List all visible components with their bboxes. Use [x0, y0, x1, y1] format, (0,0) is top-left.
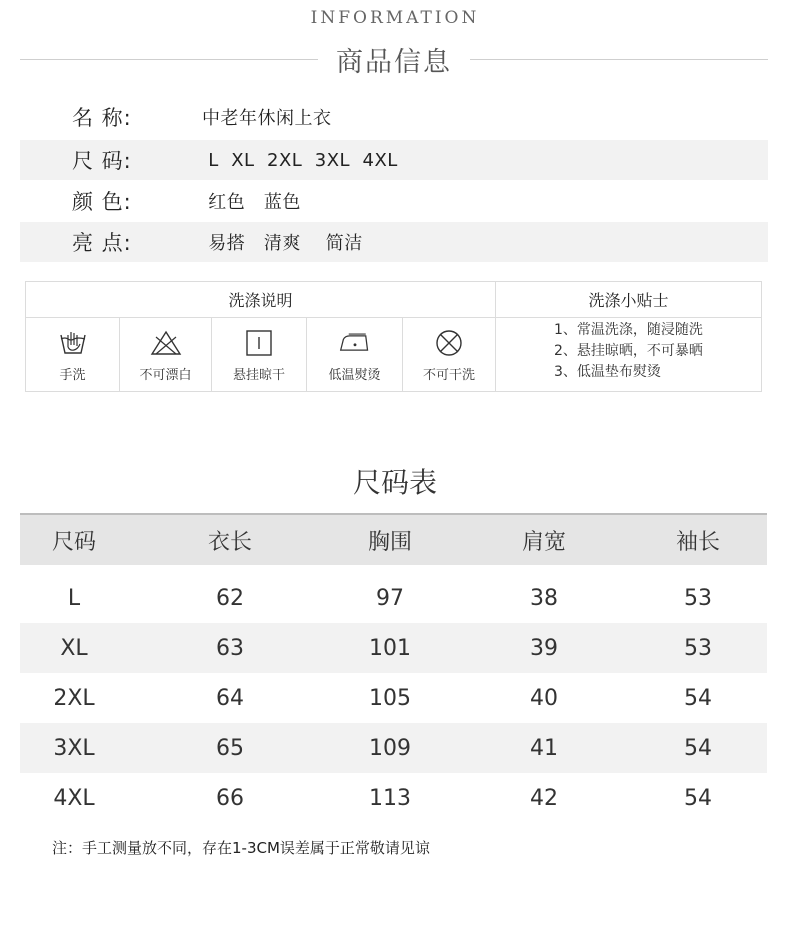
- wash-item: [26, 318, 120, 391]
- table-cell: XL: [60, 635, 88, 661]
- table-cell: 65: [216, 735, 244, 761]
- table-cell: 66: [216, 785, 244, 811]
- table-row: [20, 623, 767, 673]
- info-row-color: [20, 181, 768, 221]
- table-cell: 97: [376, 585, 404, 611]
- table-cell: 39: [530, 635, 558, 661]
- table-row: [20, 673, 767, 723]
- info-value: 易搭 清爽 简洁: [202, 233, 363, 254]
- table-cell: 53: [684, 635, 712, 661]
- wash-item: [120, 318, 212, 391]
- table-row: [20, 773, 767, 823]
- info-label: 颜 色:: [72, 190, 132, 214]
- info-label: 亮 点:: [72, 231, 132, 255]
- size-table: [20, 513, 767, 823]
- table-cell: 4XL: [53, 785, 95, 811]
- column-header: 肩宽: [521, 529, 566, 555]
- table-cell: 63: [216, 635, 244, 661]
- wash-tip: 3、低温垫布熨烫: [554, 364, 661, 380]
- wash-item-label: 不可干洗: [422, 368, 475, 383]
- hang-dry-icon: [242, 328, 276, 358]
- size-chart-title: 尺码表: [352, 466, 437, 499]
- wash-instructions-box: [25, 281, 762, 392]
- table-cell: 53: [684, 585, 712, 611]
- low-iron-icon: [338, 328, 372, 358]
- table-cell: 54: [684, 785, 712, 811]
- wash-item-label: 低温熨烫: [328, 368, 381, 383]
- wash-item: [403, 318, 496, 391]
- wash-item-label: 手洗: [59, 368, 86, 383]
- no-bleach-icon: [149, 328, 183, 358]
- table-cell: 42: [530, 785, 558, 811]
- header-row: [20, 40, 768, 76]
- column-header: 袖长: [675, 529, 720, 555]
- size-table-header: [20, 513, 767, 565]
- wash-tip: 1、常温洗涤，随浸随洗: [554, 322, 703, 338]
- table-cell: L: [67, 585, 81, 611]
- hand-wash-icon: [56, 328, 90, 358]
- table-cell: 64: [216, 685, 244, 711]
- table-cell: 3XL: [53, 735, 95, 761]
- info-label: 尺 码:: [72, 149, 132, 173]
- column-header: 尺码: [51, 529, 96, 555]
- wash-item: [307, 318, 403, 391]
- column-header: 胸围: [367, 529, 412, 555]
- no-dry-clean-icon: [432, 328, 466, 358]
- table-cell: 54: [684, 735, 712, 761]
- table-row: [20, 573, 767, 623]
- table-row: [20, 723, 767, 773]
- info-row-size: [20, 140, 768, 180]
- info-value: L XL 2XL 3XL 4XL: [202, 149, 398, 171]
- wash-tip: 2、悬挂晾晒，不可暴晒: [554, 343, 703, 359]
- table-cell: 40: [530, 685, 558, 711]
- table-cell: 101: [369, 635, 411, 661]
- measurement-note: 注：手工测量放不同，存在1-3CM误差属于正常敬请见谅: [52, 839, 430, 857]
- table-cell: 2XL: [53, 685, 95, 711]
- table-cell: 54: [684, 685, 712, 711]
- column-header: 衣长: [207, 529, 252, 555]
- info-row-highlight: [20, 222, 768, 262]
- table-cell: 62: [216, 585, 244, 611]
- info-value: 中老年休闲上衣: [202, 108, 332, 129]
- wash-icons-row: [26, 318, 496, 391]
- wash-tips-title: 洗涤小贴士: [496, 282, 761, 318]
- table-cell: 109: [369, 735, 411, 761]
- info-row-name: [20, 97, 768, 137]
- table-cell: 41: [530, 735, 558, 761]
- info-label: 名 称:: [72, 106, 132, 130]
- wash-item-label: 悬挂晾干: [232, 368, 285, 383]
- info-value: 红色 蓝色: [202, 192, 301, 213]
- wash-item: [212, 318, 307, 391]
- table-cell: 113: [369, 785, 411, 811]
- wash-item-label: 不可漂白: [139, 368, 192, 383]
- header-en: INFORMATION: [310, 8, 480, 28]
- table-cell: 105: [369, 685, 411, 711]
- table-cell: 38: [530, 585, 558, 611]
- wash-title: 洗涤说明: [26, 282, 496, 318]
- wash-tips: [496, 318, 761, 383]
- section-title: 商品信息: [336, 47, 452, 78]
